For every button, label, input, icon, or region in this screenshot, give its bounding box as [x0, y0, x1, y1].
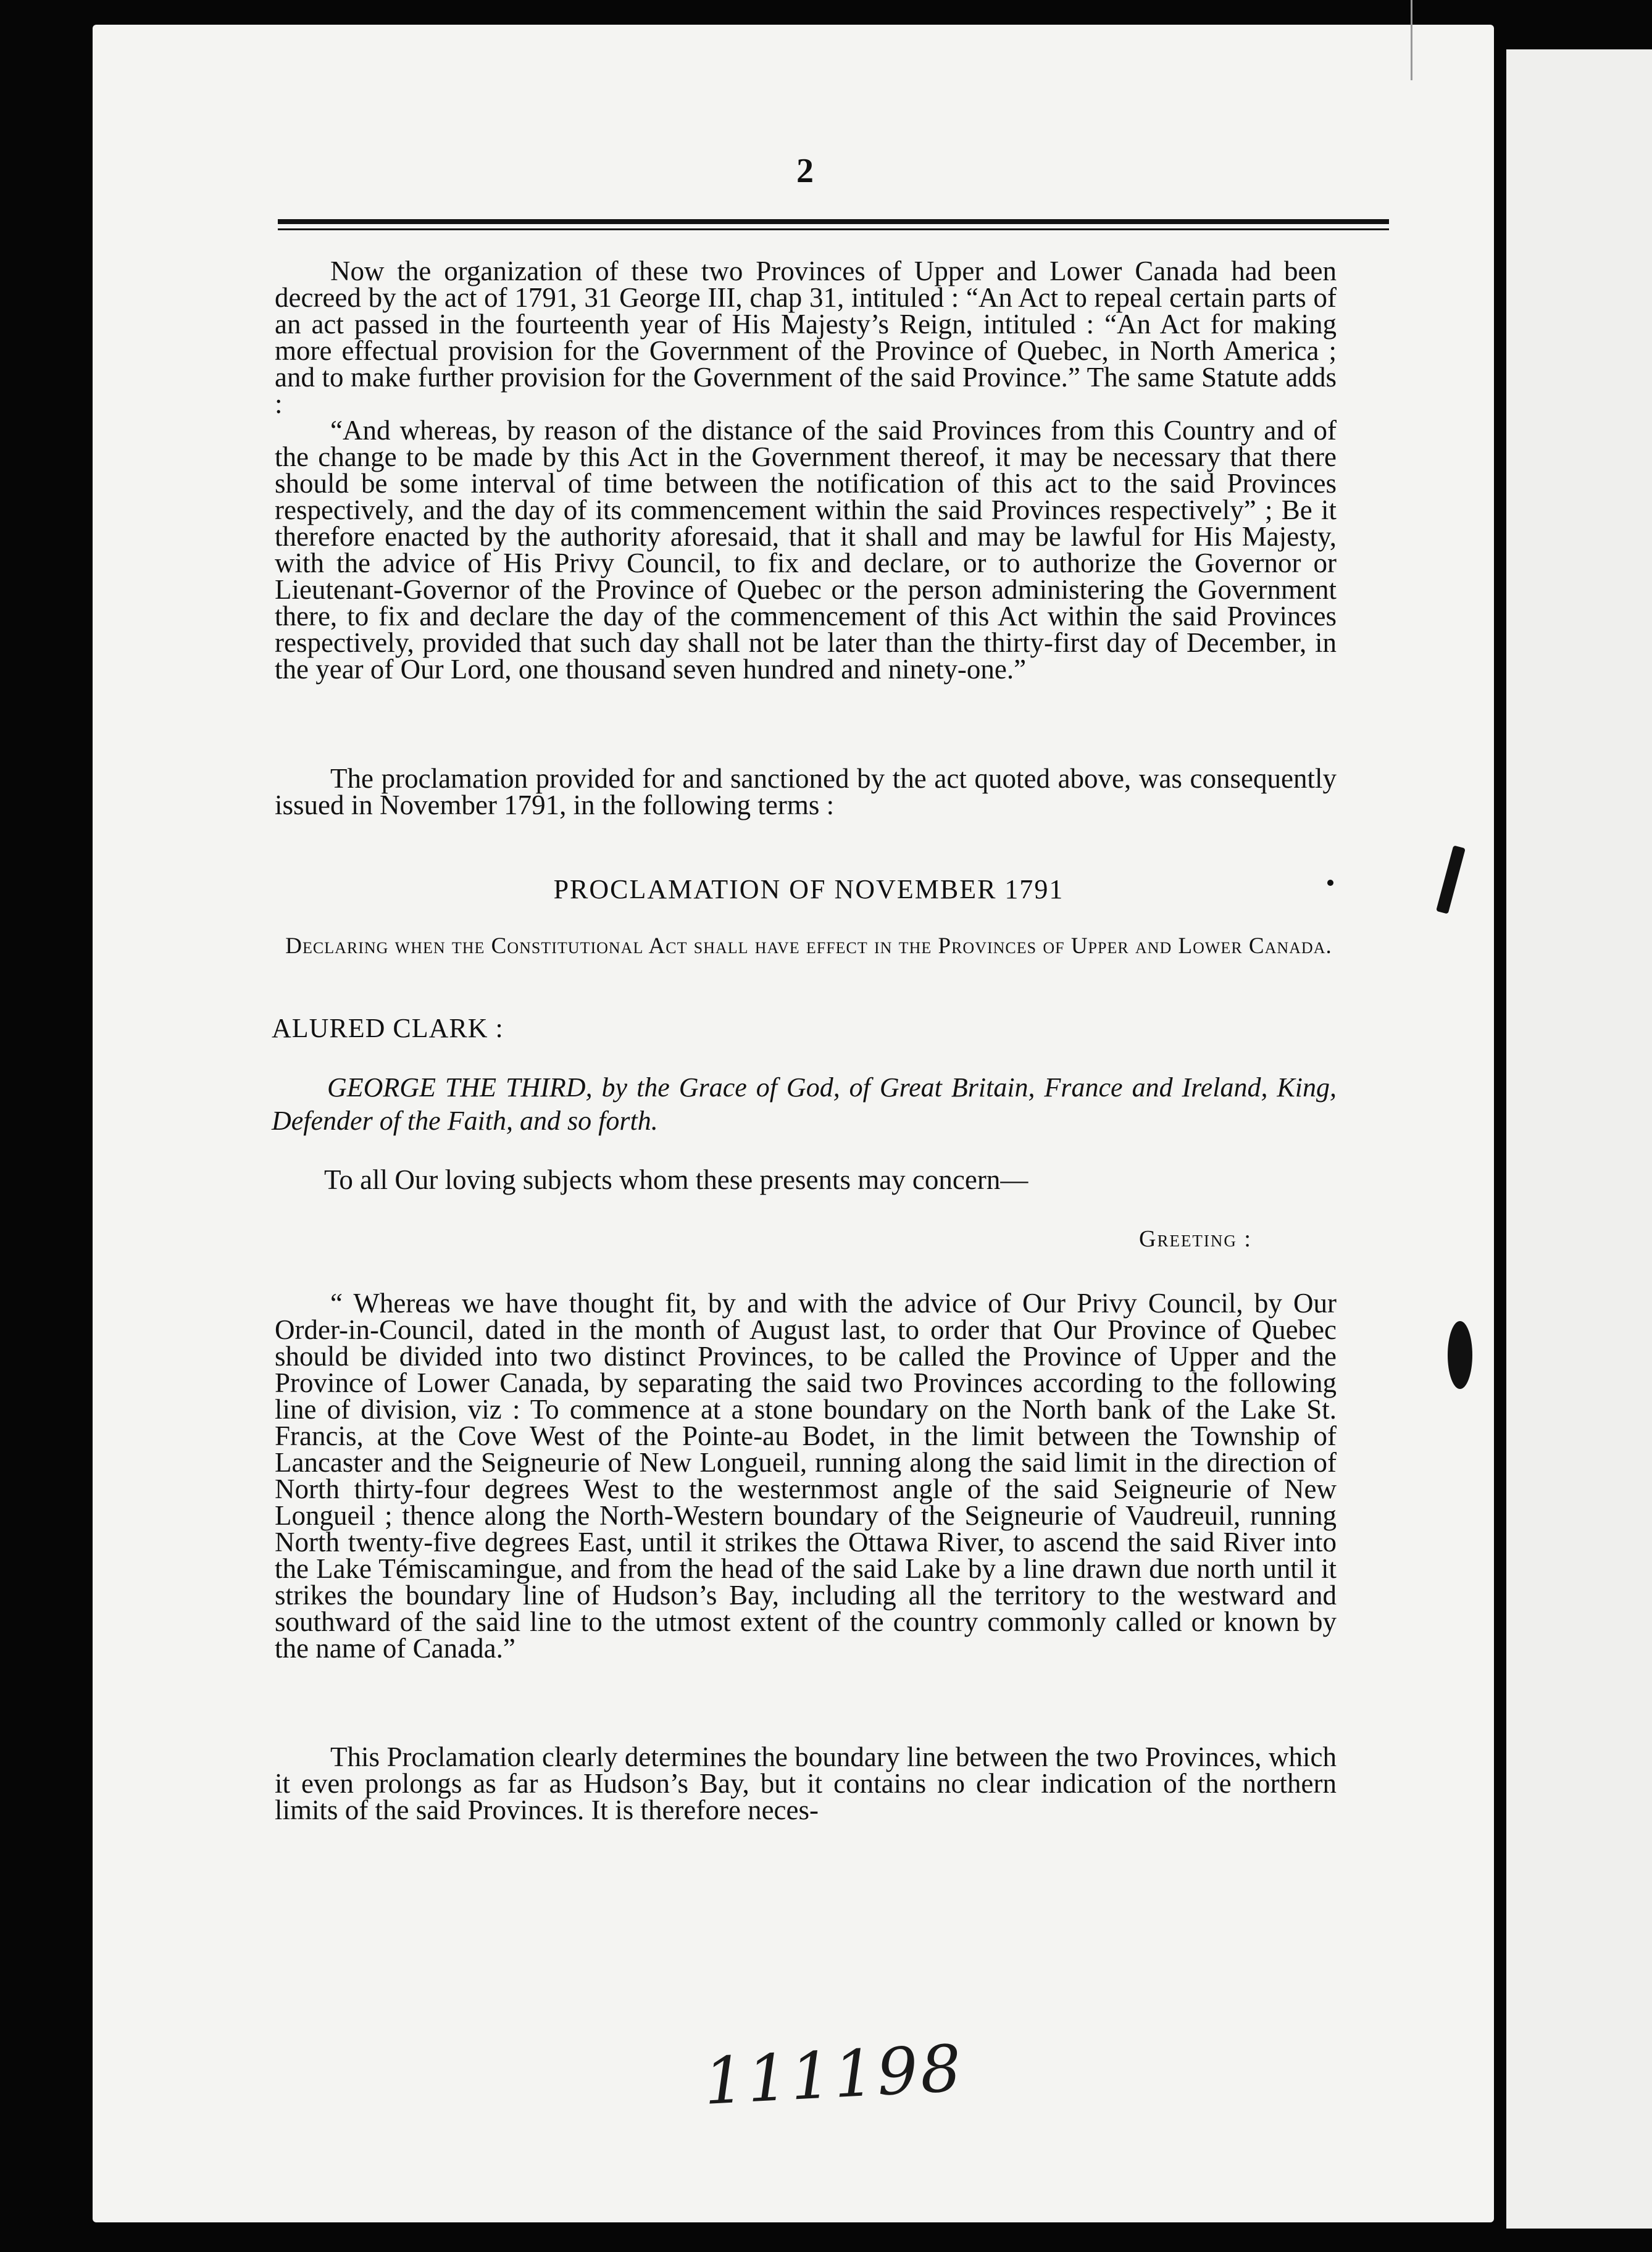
- paragraph-intro: Now the organization of these two Provinces of Upper and Lower Canada had been decreed by the act of 1791, 31 George III, chap 31, intituled : “An Act to repeal certain parts of an act passed in the fourteenth year of His Majesty’s Reign, intituled : “An Act for making more effectual provision for the Government of the Province of Quebec, in North America ; and to make further provision for the Government of the said Province.” The same Statute adds :: [275, 256, 1337, 419]
- page-number: 2: [796, 152, 814, 190]
- proclamation-subheading: Declaring when the Constitutional Act shall have effect in the Provinces of Upper and Lower Canada.: [285, 933, 1332, 959]
- adjacent-page: [1506, 49, 1652, 2229]
- paragraph-proclamation-intro: The proclamation provided for and sanctioned by the act quoted above, was consequently issued in November 1791, in the following terms :: [275, 763, 1337, 820]
- proclamation-heading: PROCLAMATION OF NOVEMBER 1791: [553, 874, 1064, 904]
- address-line: To all Our loving subjects whom these presents may concern—: [324, 1164, 1028, 1195]
- royal-title: GEORGE THE THIRD, by the Grace of God, of Great Britain, France and Ireland, King, Defender of the Faith, and so forth.: [272, 1072, 1337, 1136]
- handwritten-number: 111198: [702, 2030, 966, 2119]
- header-rule: [278, 219, 1389, 224]
- ink-dot: [1327, 880, 1333, 886]
- ink-smudge: [1448, 1321, 1472, 1389]
- body-section-2: [275, 765, 1337, 819]
- proclamation-quote: “ Whereas we have thought fit, by and with the advice of Our Privy Council, by Our Order-in-Council, dated in the month of August last, to order that Our Province of Quebec should be divided into two distinct Provinces, to be called the Province of Upper and the Province of Lower Canada, by separating the said two Provinces according to the following line of division, viz : To commence at a stone boundary on the North bank of the Lake St. Francis, at the Cove West of the Pointe-au Bodet, in the limit between the Township of Lancaster and the Seigneurie of New Longueil, running along the said limit in the direction of North thirty-four degrees West to the westernmost angle of the said Seigneurie of New Longueil ; thence along the North-Western boundary of the Seigneurie of Vaudreuil, running North twenty-five degrees East, until it strikes the Ottawa River, to ascend the said River into the Lake Témiscamingue, and from the head of the said Lake by a line drawn due north until it strikes the boundary line of Hudson’s Bay, including all the territory to the westward and southward of the said line to the utmost extent of the country commonly called or known by the name of Canada.”: [275, 1288, 1337, 1664]
- closing-paragraph: This Proclamation clearly determines the boundary line between the two Provinces, which it even prolongs as far as Hudson’s Bay, but it contains no clear indication of the northern limits of the said Provinces. It is therefore neces-: [275, 1741, 1337, 1825]
- proclamation-quote-section: [275, 1290, 1337, 1662]
- signer-name: ALURED CLARK :: [272, 1013, 504, 1043]
- body-section-1: [275, 258, 1337, 683]
- royal-title-block: [272, 1071, 1337, 1138]
- paragraph-statute-quote: “And whereas, by reason of the distance of the said Provinces from this Country and of the change to be made by this Act in the Government thereof, it may be necessary that there should be some interval of time between the notification of this act to the said Provinces respectively, and the day of its commencement within the said Provinces respectively” ; Be it therefore enacted by the authority aforesaid, that it shall and may be lawful for His Majesty, with the advice of His Privy Council, to fix and declare, or to authorize the Governor or Lieutenant-Governor of the Province of Quebec or the person administering the Government there, to fix and declare the day of the commencement of this Act within the said Provinces respectively, provided that such day shall not be later than the thirty-first day of December, in the year of Our Lord, one thousand seven hundred and ninety-one.”: [275, 415, 1337, 685]
- closing-section: [275, 1741, 1337, 1825]
- header-rule-thin: [278, 228, 1389, 230]
- greeting: Greeting :: [1139, 1226, 1252, 1252]
- page-fold: [1411, 0, 1412, 80]
